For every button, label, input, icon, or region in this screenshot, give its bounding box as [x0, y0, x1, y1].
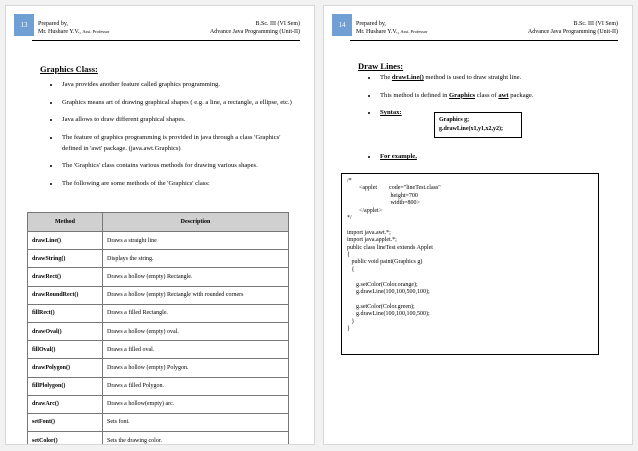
course: B.Sc. III (VI Sem): [255, 21, 300, 27]
subject: Advance Java Programming (Unit-II): [209, 29, 300, 35]
method-description-cell: Draws a straight line: [103, 232, 289, 250]
table-row: [28, 232, 289, 250]
table-row: [28, 395, 289, 413]
table-row: [28, 341, 289, 359]
method-description-cell: Displays the string.: [103, 250, 289, 268]
method-description-cell: Draws a hollow (empty) Polygon.: [103, 359, 289, 377]
method-name-cell: drawPolygon(): [28, 359, 103, 377]
table-row: [28, 359, 289, 377]
page-number: 13: [14, 14, 34, 36]
header-divider: [32, 40, 300, 41]
list-item: • The following are some methods of the 'Graphics' class:: [60, 178, 295, 189]
method-name-cell: drawString(): [28, 250, 103, 268]
list-item: [378, 151, 578, 162]
list-item: • The feature of graphics programming is provided in java through a class 'Graphics' defined in 'awt' package. (java.awt.Graphics): [60, 132, 295, 154]
example-list: [364, 151, 578, 169]
subject: Advance Java Programming (Unit-II): [527, 29, 618, 35]
table-row: [28, 250, 289, 268]
syntax-label: Syntax:: [380, 109, 402, 116]
section-heading: Draw Lines:: [358, 61, 404, 71]
page-13: [5, 5, 315, 445]
method-name-cell: fillPlolygon(): [28, 377, 103, 395]
author-name: Mr. Hushare Y.V.,: [38, 29, 81, 35]
author-title: Asst. Professor: [82, 29, 110, 34]
table-row: [28, 268, 289, 286]
method-name-cell: drawLine(): [28, 232, 103, 250]
page-number: 14: [332, 14, 352, 36]
method-name-cell: drawOval(): [28, 322, 103, 340]
syntax-line: Graphics g;: [439, 117, 470, 123]
course: B.Sc. III (VI Sem): [573, 21, 618, 27]
prepared-by: Prepared by,: [356, 21, 386, 27]
method-name-cell: drawRoundRect(): [28, 286, 103, 304]
method-description-cell: Sets font.: [103, 413, 289, 431]
list-item: • Graphics means art of drawing graphical shapes ( e.g. a line, a rectangle, a ellipse, etc.): [60, 97, 295, 108]
page-14: [323, 5, 633, 445]
list-item: • The 'Graphics' class contains various methods for drawing various shapes.: [60, 160, 295, 171]
method-description-cell: Draws a hollow(empty) arc.: [103, 395, 289, 413]
author-name: Mr. Hushare Y.V.,: [356, 29, 399, 35]
table-row: [28, 286, 289, 304]
bullet-list: [46, 79, 295, 195]
method-name-cell: fillOval(): [28, 341, 103, 359]
list-item: • Java provides another feature called graphics programming.: [60, 79, 295, 90]
method-description-cell: Draws a filled Polygon.: [103, 377, 289, 395]
method-name-cell: setFont(): [28, 413, 103, 431]
method-description-cell: Sets the drawing color.: [103, 432, 289, 445]
table-header-row: [28, 213, 289, 232]
method-description-cell: Draws a hollow (empty) Rectangle with rounded corners: [103, 286, 289, 304]
header-divider: [350, 40, 618, 41]
prepared-by: Prepared by,: [38, 21, 68, 27]
table-row: [28, 413, 289, 431]
syntax-box: [434, 112, 522, 138]
syntax-line: g.drawLine(x1,y1,x2,y2);: [439, 126, 503, 132]
list-item: • This method is defined in Graphics class of awt package.: [378, 90, 618, 101]
method-name-cell: drawRect(): [28, 268, 103, 286]
methods-table: [27, 212, 289, 445]
method-name-cell: setColor(): [28, 432, 103, 445]
list-item: • The drawLine() method is used to draw straight line.: [378, 72, 618, 83]
method-description-cell: Draws a filled Rectangle.: [103, 304, 289, 322]
example-label: For example,: [380, 153, 417, 160]
table-row: [28, 304, 289, 322]
section-heading: Graphics Class:: [40, 64, 98, 74]
method-name-cell: drawArc(): [28, 395, 103, 413]
table-row: [28, 432, 289, 445]
table-row: [28, 322, 289, 340]
code-listing: /* <applet code="lineTest.class" height=700 width=800> </applet> */ import java.awt.*; import java.applet.*; public class lineTest extends Applet { public void paint(Graphics g) { g.setColor(Color.orange); g.drawLine(100,100,500,100); g.setColor(Color.green); g.drawLine(100,100,100,500); } }: [347, 178, 441, 333]
column-header-method: Method: [28, 213, 103, 232]
method-name-cell: fillRect(): [28, 304, 103, 322]
method-description-cell: Draws a hollow (empty) oval.: [103, 322, 289, 340]
table-row: [28, 377, 289, 395]
author-title: Asst. Professor: [400, 29, 428, 34]
code-example-box: [341, 173, 599, 355]
column-header-description: Description: [103, 213, 289, 232]
method-description-cell: Draws a hollow (empty) Rectangle.: [103, 268, 289, 286]
page-header: [356, 20, 618, 36]
method-description-cell: Draws a filled oval.: [103, 341, 289, 359]
page-header: [38, 20, 300, 36]
list-item: • Java allows to draw different graphical shapes.: [60, 114, 295, 125]
